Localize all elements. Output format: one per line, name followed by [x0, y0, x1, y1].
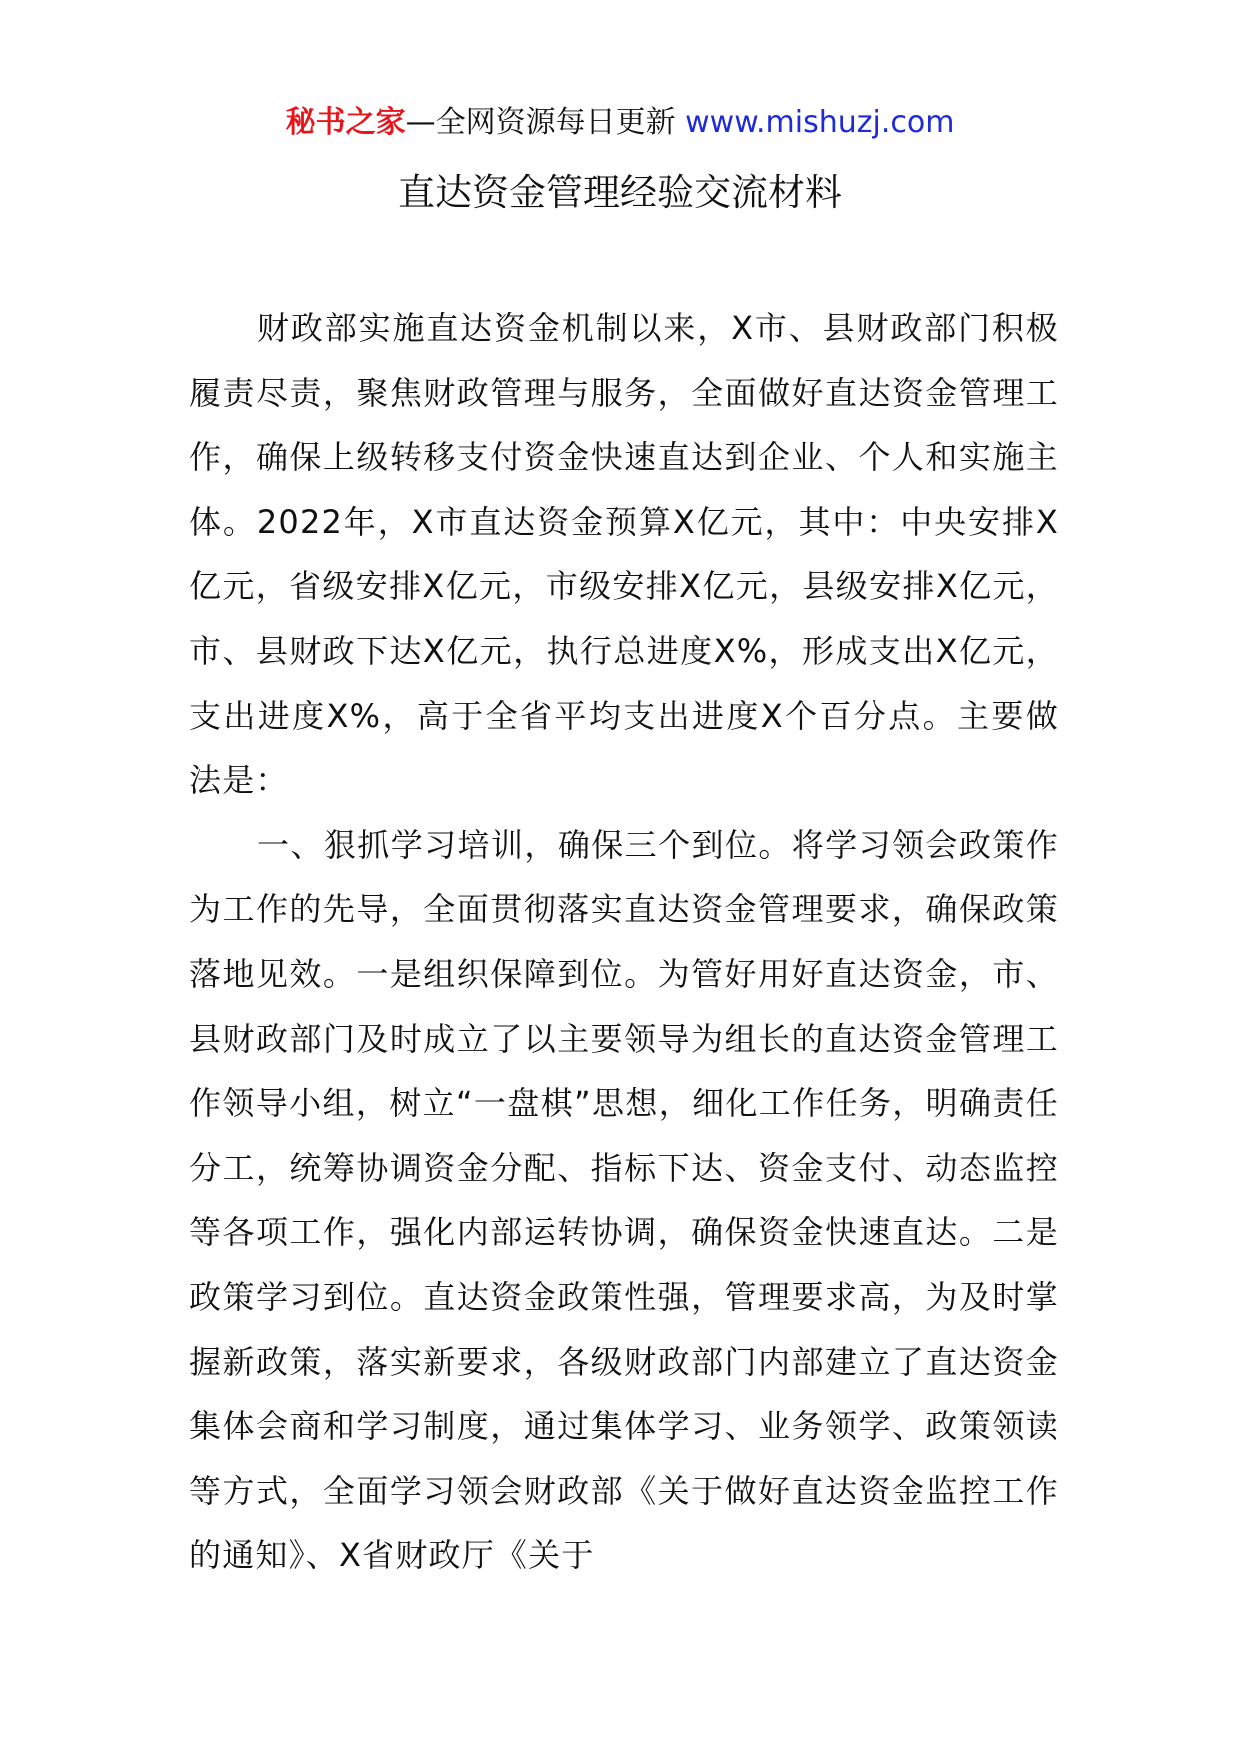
- paragraph-section-one: 一、狠抓学习培训，确保三个到位。将学习领会政策作为工作的先导，全面贯彻落实直达资金管理要求，确保政策落地见效。一是组织保障到位。为管好用好直达资金，市、县财政部门及时成立了以主要领导为组长的直达资金管理工作领导小组，树立“一盘棋”思想，细化工作任务，明确责任分工，统筹协调资金分配、指标下达、资金支付、动态监控等各项工作，强化内部运转协调，确保资金快速直达。二是政策学习到位。直达资金政策性强，管理要求高，为及时掌握新政策，落实新要求，各级财政部门内部建立了直达资金集体会商和学习制度，通过集体学习、业务领学、政策领读等方式，全面学习领会财政部《关于做好直达资金监控工作的通知》、X省财政厅《关于: [189, 825, 1059, 1575]
- site-slogan: —全网资源每日更新: [405, 105, 676, 140]
- site-header: [0, 103, 1240, 143]
- document-title: 直达资金管理经验交流材料: [398, 171, 842, 214]
- paragraph-intro: 财政部实施直达资金机制以来，X市、县财政部门积极履责尽责，聚焦财政管理与服务，全面做好直达资金管理工作，确保上级转移支付资金快速直达到企业、个人和实施主体。2022年，X市直达资金预算X亿元，其中：中央安排X亿元，省级安排X亿元，市级安排X亿元，县级安排X亿元，市、县财政下达X亿元，执行总进度X%，形成支出X亿元，支出进度X%，高于全省平均支出进度X个百分点。主要做法是：: [189, 309, 1059, 800]
- document-body: [189, 296, 1059, 1588]
- site-url-link[interactable]: www.mishuzj.com: [685, 105, 955, 140]
- site-name: 秘书之家: [285, 105, 406, 140]
